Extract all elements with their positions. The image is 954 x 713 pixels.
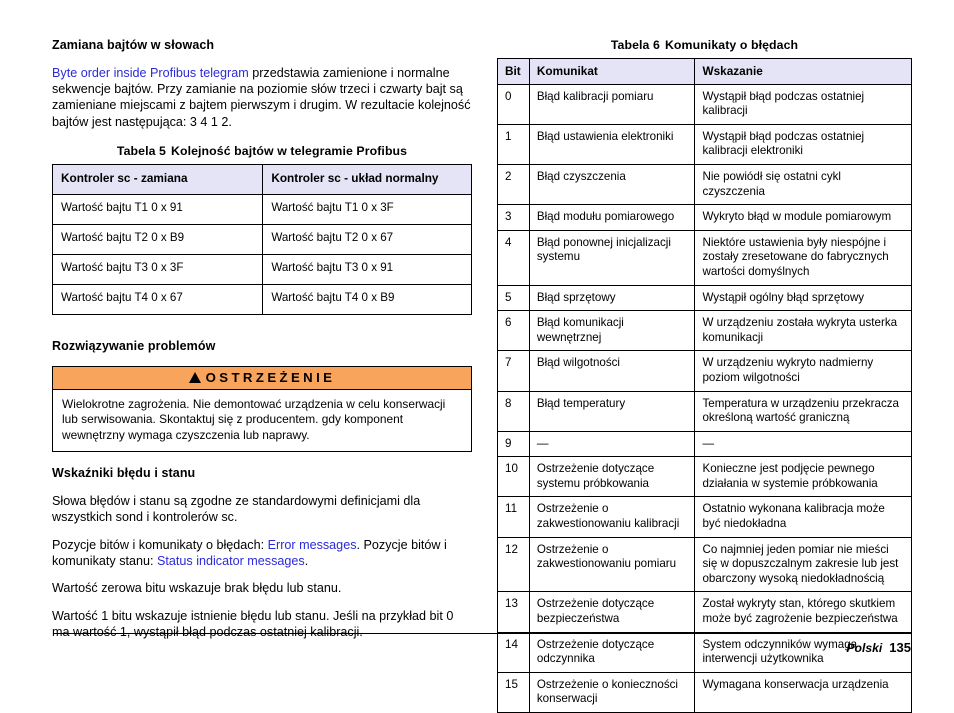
heading-error-status-indicators: Wskaźniki błędu i stanu [52,466,196,481]
link-error-messages[interactable]: Error messages [267,537,357,552]
table6-cell-indication: — [695,431,912,457]
table-row [498,205,912,231]
warning-body: Wielokrotne zagrożenia. Nie demontować urządzenia w celu konserwacji lub serwisowania. Skontaktuj się z producentem. gdy komponent wewnętrzny wymaga czyszczenia lub naprawy. [62,396,446,442]
footer-divider [53,633,911,634]
table5-caption-title: Kolejność bajtów w telegramie Profibus [170,144,408,159]
paragraph-bits-prefix: Pozycje bitów i komunikaty o błędach: [52,537,268,552]
table-row [498,285,912,311]
table6-cell-indication: Został wykryty stan, którego skutkiem może być zagrożenie bezpieczeństwa [695,592,912,632]
table6-caption [497,38,912,52]
paragraph-one-value: Wartość 1 bitu wskazuje istnienie błędu lub stanu. Jeśli na przykład bit 0 ma wartość 1, wystąpił błąd podczas ostatniej kalibracji. [52,608,454,640]
table-row [53,255,472,285]
table6-cell-indication: W urządzeniu została wykryta usterka komunikacji [695,311,912,351]
paragraph-bits-suffix: . [304,553,309,568]
table6-cell-bit: 11 [498,497,530,537]
heading-byte-swap: Zamiana bajtów w słowach [52,38,215,52]
warning-triangle-icon [189,372,201,383]
table6-cell-indication: Wystąpił błąd podczas ostatniej kalibracji elektroniki [695,124,912,164]
table5-cell: Wartość bajtu T4 0 x 67 [53,285,263,315]
table6-col-header-indication: Wskazanie [695,59,912,85]
table-row [498,672,912,712]
table6-cell-indication: Niektóre ustawienia były niespójne i zostały zresetowane do fabrycznych wartości domyślnych [695,230,912,285]
table6-body [498,84,912,712]
link-status-indicator-messages[interactable]: Status indicator messages [157,553,305,568]
table5-col-header-swapped: Kontroler sc - zamiana [53,165,263,195]
table6-cell-message: Ostrzeżenie dotyczące systemu próbkowania [529,457,695,497]
table6-cell-indication: Co najmniej jeden pomiar nie mieści się w dopuszczalnym zakresie lub jest obarczony wysoką niedokładnością [695,537,912,592]
warning-admonition [52,366,472,452]
table6-cell-bit: 10 [498,457,530,497]
table-row [498,457,912,497]
footer-language: Polski [846,641,883,655]
warning-bar [53,367,471,390]
table-row [498,391,912,431]
table5-caption [52,144,472,158]
table6-cell-indication: Wykryto błąd w module pomiarowym [695,205,912,231]
paragraph-bit-positions [52,537,472,570]
table5-cell: Wartość bajtu T2 0 x 67 [263,225,472,255]
table6-cell-message: Błąd temperatury [529,391,695,431]
table5-cell: Wartość bajtu T1 0 x 3F [263,195,472,225]
table-row [498,230,912,285]
table6-cell-message: Ostrzeżenie o zakwestionowaniu pomiaru [529,537,695,592]
table6-cell-message: Błąd wilgotności [529,351,695,391]
table6-caption-label: Tabela 6 [610,38,660,52]
table6-cell-indication: Wymagana konserwacja urządzenia [695,672,912,712]
table6-cell-bit: 9 [498,431,530,457]
warning-title: OSTRZEŻENIE [205,369,336,385]
footer [846,640,911,655]
table-row [498,164,912,204]
table6-cell-bit: 13 [498,592,530,632]
paragraph-zero-value: Wartość zerowa bitu wskazuje brak błędu lub stanu. [52,581,342,596]
table6-cell-bit: 12 [498,537,530,592]
table6-cell-bit: 3 [498,205,530,231]
table-byte-order [52,164,472,315]
table6-cell-indication: Nie powiódł się ostatni cykl czyszczenia [695,164,912,204]
table6-cell-bit: 5 [498,285,530,311]
table5-header-row [53,165,472,195]
paragraph-byte-swap [52,65,472,131]
table6-cell-message: — [529,431,695,457]
table-row [498,124,912,164]
table6-cell-bit: 8 [498,391,530,431]
table6-cell-message: Ostrzeżenie dotyczące bezpieczeństwa [529,592,695,632]
table6-cell-message: Błąd kalibracji pomiaru [529,84,695,124]
table6-cell-bit: 7 [498,351,530,391]
table6-cell-indication: Temperatura w urządzeniu przekracza określoną wartość graniczną [695,391,912,431]
paragraph-byte-swap-rest: przedstawia zamienione i normalne sekwencje bajtów. Przy zamianie na poziomie słów trzeci i czwarty bajt są zamieniane miejscami z bajtem pierwszym i drugim. W rezultacie kolejność bajtów jest następująca: 3 4 1 2. [52,65,471,129]
table6-cell-bit: 15 [498,672,530,712]
table6-cell-bit: 2 [498,164,530,204]
table6-cell-message: Ostrzeżenie o konieczności konserwacji [529,672,695,712]
link-byte-order-inside-profibus-telegram[interactable]: Byte order inside Profibus telegram [52,65,249,80]
table6-cell-indication: W urządzeniu wykryto nadmierny poziom wilgotności [695,351,912,391]
table6-col-header-message: Komunikat [529,59,695,85]
table-row [498,537,912,592]
table5-cell: Wartość bajtu T4 0 x B9 [263,285,472,315]
table6-cell-bit: 14 [498,632,530,672]
table6-cell-message: Błąd czyszczenia [529,164,695,204]
table6-cell-indication: Ostatnio wykonana kalibracja może być niedokładna [695,497,912,537]
table6-cell-bit: 1 [498,124,530,164]
table-row [53,195,472,225]
table6-cell-bit: 6 [498,311,530,351]
table6-cell-indication: Konieczne jest podjęcie pewnego działania w systemie próbkowania [695,457,912,497]
table6-cell-bit: 4 [498,230,530,285]
table5-cell: Wartość bajtu T3 0 x 91 [263,255,472,285]
table-row [498,351,912,391]
table6-cell-message: Błąd komunikacji wewnętrznej [529,311,695,351]
table5-caption-label: Tabela 5 [116,144,166,159]
table-row [498,431,912,457]
table5-cell: Wartość bajtu T2 0 x B9 [53,225,263,255]
table6-cell-message: Błąd ponownej inicjalizacji systemu [529,230,695,285]
table-row [498,497,912,537]
table6-cell-indication: Wystąpił ogólny błąd sprzętowy [695,285,912,311]
table6-cell-bit: 0 [498,84,530,124]
table5-col-header-normal: Kontroler sc - układ normalny [263,165,472,195]
table-row [498,311,912,351]
table6-cell-message: Błąd ustawienia elektroniki [529,124,695,164]
table5-cell: Wartość bajtu T3 0 x 3F [53,255,263,285]
table-row [53,225,472,255]
table6-cell-message: Błąd sprzętowy [529,285,695,311]
table6-cell-message: Ostrzeżenie dotyczące odczynnika [529,632,695,672]
table-row [53,285,472,315]
left-column [52,38,472,652]
footer-page-number: 135 [889,640,911,655]
table6-caption-title: Komunikaty o błędach [664,38,799,52]
table6-cell-message: Błąd modułu pomiarowego [529,205,695,231]
table6-cell-message: Ostrzeżenie o zakwestionowaniu kalibracji [529,497,695,537]
table-row [498,84,912,124]
paragraph-standards: Słowa błędów i stanu są zgodne ze standardowymi definicjami dla wszystkich sond i kontrolerów sc. [52,493,421,525]
table6-col-header-bit: Bit [498,59,530,85]
table5-cell: Wartość bajtu T1 0 x 91 [53,195,263,225]
heading-troubleshooting: Rozwiązywanie problemów [52,339,216,354]
right-column [497,38,912,713]
table-row [498,592,912,632]
paragraph-bits-middle: . Pozycje bitów i komunikaty stanu: [52,537,447,568]
table-error-messages [497,58,912,713]
table6-cell-indication: System odczynników wymaga interwencji użytkownika [695,632,912,672]
table6-cell-indication: Wystąpił błąd podczas ostatniej kalibracji [695,84,912,124]
table6-header-row [498,59,912,85]
